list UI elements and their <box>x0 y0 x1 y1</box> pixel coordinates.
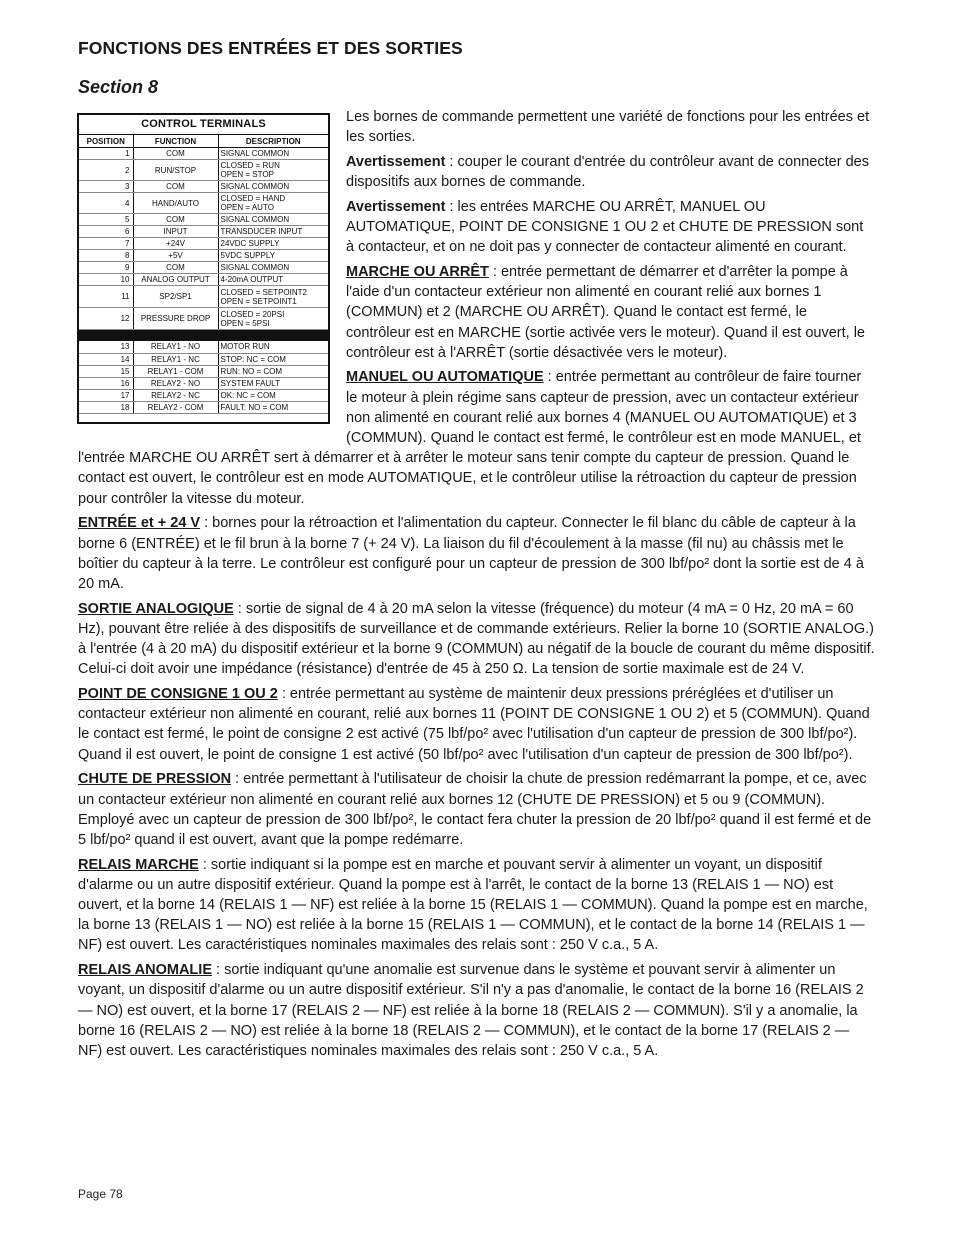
terminal-description: CLOSED = SETPOINT2 OPEN = SETPOINT1 <box>218 286 328 308</box>
terminal-function: INPUT <box>133 226 218 238</box>
terminal-position: 17 <box>79 389 133 401</box>
pressure-drop-text: : entrée permettant à l'utilisateur de choisir la chute de pression redémarrant la pompe, et ce, avec un contacteur extérieur non alimenté en courant relié aux bornes 12 (CHUTE DE PRESSION) et 5 ou 9 (COMMUN). Employé avec un capteur de pression de 300 lbf/po², le contact fera chuter la pression de 20 lbf/po² quand il est fermé et de 5 lbf/po² quand il est ouvert, avant que la pompe redémarre. <box>78 771 872 848</box>
terminal-description: SIGNAL COMMON <box>218 262 328 274</box>
terminal-position: 5 <box>79 214 133 226</box>
terminal-description: CLOSED = HAND OPEN = AUTO <box>218 193 328 214</box>
page-number: Page 78 <box>78 1187 123 1201</box>
terminal-function: RELAY2 - NO <box>133 377 218 389</box>
terminal-position: 2 <box>79 160 133 181</box>
terminal-position: 3 <box>79 181 133 193</box>
terminal-function: RELAY1 - NO <box>133 341 218 353</box>
terminal-position: 11 <box>79 286 133 308</box>
terminal-description: TRANSDUCER INPUT <box>218 226 328 238</box>
terminal-position: 12 <box>79 308 133 330</box>
setpoint-text: : entrée permettant au système de maintenir deux pressions préréglées et d'utiliser un contacteur extérieur non alimenté en courant, relié aux bornes 11 (POINT DE CONSIGNE 1 OU 2) et 5 (COMMUN). Quand le contact est fermé, le point de consigne 2 est activé (75 lbf/po² avec l'utilisation d'un capteur de pression de 300 lbf/po²). Quand il est ouvert, le point de consigne 1 est activé (50 lbf/po² avec l'utilisation d'un capteur de pression de 300 lbf/po²). <box>78 685 870 763</box>
terminal-description: SIGNAL COMMON <box>218 181 328 193</box>
terminal-position: 10 <box>79 274 133 286</box>
terminal-function: RELAY2 - NC <box>133 389 218 401</box>
terminal-description: 4-20mA OUTPUT <box>218 274 328 286</box>
terminal-function: +24V <box>133 238 218 250</box>
page-title: FONCTIONS DES ENTRÉES ET DES SORTIES <box>78 38 463 58</box>
terminal-description: RUN: NO = COM <box>218 365 328 377</box>
warning-label: Avertissement <box>346 198 446 215</box>
terminal-description: SIGNAL COMMON <box>218 148 328 160</box>
terminal-description: STOP: NC = COM <box>218 353 328 365</box>
relay-fault-paragraph <box>78 960 875 1061</box>
terminal-position: 16 <box>79 377 133 389</box>
table-float-spacer <box>78 107 346 437</box>
input-text: : bornes pour la rétroaction et l'alimentation du capteur. Connecter le fil blanc du câble de capteur à la borne 6 (ENTRÉE) et le fil brun à la borne 7 (+ 24 V). La liaison du fil d'écoulement à la masse (fil nu) au châssis met le boîtier du capteur à la terre. Le contrôleur est configuré pour un capteur de pression de 300 lbf/po² dont la sortie est de 4 à 20 mA. <box>78 515 864 592</box>
terminal-function: SP2/SP1 <box>133 286 218 308</box>
analog-output-label: SORTIE ANALOGIQUE <box>78 600 234 617</box>
terminal-function: RELAY1 - NC <box>133 353 218 365</box>
column-header: DESCRIPTION <box>218 135 328 148</box>
terminal-position: 13 <box>79 341 133 353</box>
pressure-drop-paragraph <box>78 769 875 850</box>
input-label: ENTRÉE et + 24 V <box>78 515 201 532</box>
terminal-position: 7 <box>79 238 133 250</box>
table-title: CONTROL TERMINALS <box>79 115 328 135</box>
terminal-description: MOTOR RUN <box>218 341 328 353</box>
run-stop-label: MARCHE OU ARRÊT <box>346 263 489 280</box>
terminal-description: CLOSED = 20PSI OPEN = 5PSI <box>218 308 328 330</box>
terminal-description: CLOSED = RUN OPEN = STOP <box>218 160 328 181</box>
terminal-description: SIGNAL COMMON <box>218 214 328 226</box>
terminal-description: 24VDC SUPPLY <box>218 238 328 250</box>
intro-text: Les bornes de commande permettent une variété de fonctions pour les entrées et les sorties. <box>346 109 870 146</box>
terminal-function: COM <box>133 262 218 274</box>
input-paragraph <box>78 513 875 594</box>
warning-text: : couper le courant d'entrée du contrôleur avant de connecter des dispositifs aux bornes de commande. <box>346 153 869 191</box>
analog-output-text: : sortie de signal de 4 à 20 mA selon la vitesse (fréquence) du moteur (4 mA = 0 Hz, 20 mA = 60 Hz), pouvant être reliée à des dispositifs de surveillance et de commande extérieurs. Relier la borne 10 (SORTIE ANALOG.) à l'entrée (4 à 20 mA) du dispositif extérieur et la borne 9 (COMMUN) au négatif de la boucle de courant du même dispositif. Celui-ci doit avoir une impédance (résistance) d'entrée de 45 à 250 Ω. La tension de sortie maximale est de 24 V. <box>78 600 875 678</box>
terminal-function: HAND/AUTO <box>133 193 218 214</box>
hand-auto-label: MANUEL OU AUTOMATIQUE <box>346 369 544 386</box>
terminal-position: 1 <box>79 148 133 160</box>
terminal-position: 18 <box>79 401 133 413</box>
run-stop-text: : entrée permettant de démarrer et d'arrêter la pompe à l'aide d'un contacteur extérieur non alimenté en courant relié aux bornes 1 (COMMUN) et 2 (MARCHE OU ARRÊT). Quand le contact est fermé, le contrôleur est en MARCHE (sortie activée vers le moteur). Quand il est ouvert, le contrôleur est à l'ARRÊT (sortie désactivée vers le moteur). <box>346 263 865 361</box>
column-header: POSITION <box>79 135 133 148</box>
relay-run-label: RELAIS MARCHE <box>78 856 199 873</box>
terminal-function: +5V <box>133 250 218 262</box>
hand-auto-text: : entrée permettant au contrôleur de faire tourner le moteur à plein régime sans capteur de pression, avec un contacteur extérieur non alimenté en courant relié aux bornes 4 (MANUEL OU AUTOMATIQUE) et 3 (COMMUN). Quand le contact est fermé, le contrôleur est en mode MANUEL, et l'entrée MARCHE OU ARRÊT sert à démarrer et à arrêter le moteur sans tenir compte du capteur de pression. Quand le contact est ouvert, le contrôleur est en mode AUTOMATIQUE, et le contrôleur utilise la rétroaction du capteur de pression pour contrôler la vitesse du moteur. <box>78 369 862 507</box>
relay-run-paragraph <box>78 855 875 956</box>
terminal-function: COM <box>133 148 218 160</box>
terminal-position: 6 <box>79 226 133 238</box>
terminal-position: 9 <box>79 262 133 274</box>
analog-output-paragraph <box>78 599 875 680</box>
terminal-function: PRESSURE DROP <box>133 308 218 330</box>
setpoint-label: POINT DE CONSIGNE 1 OU 2 <box>78 685 278 702</box>
section-title: Section 8 <box>78 77 159 97</box>
body-text <box>78 107 875 1066</box>
setpoint-paragraph <box>78 684 875 765</box>
relay-run-text: : sortie indiquant si la pompe est en marche et pouvant servir à alimenter un voyant, un dispositif d'alarme ou un autre dispositif extérieur. Quand la pompe est à l'arrêt, le contact de la borne 13 (RELAIS 1 — NO) est ouvert, et la borne 14 (RELAIS 1 — NF) est reliée à la borne 15 (RELAIS 1 — COMMUN). Quand la pompe est en marche, la borne 13 (RELAIS 1 — NO) est reliée à la borne 15 (RELAIS 1 — COMMUN), et le contact de la borne 14 (RELAIS 1 — NF) est ouvert. Les caractéristiques nominales maximales des relais sont : 250 V c.a., 5 A. <box>78 856 868 954</box>
terminal-function: RELAY2 - COM <box>133 401 218 413</box>
terminal-function: RELAY1 - COM <box>133 365 218 377</box>
terminal-function: RUN/STOP <box>133 160 218 181</box>
terminal-description: FAULT: NO = COM <box>218 401 328 413</box>
terminal-description: 5VDC SUPPLY <box>218 250 328 262</box>
terminal-description: OK: NC = COM <box>218 389 328 401</box>
terminal-position: 14 <box>79 353 133 365</box>
terminal-function: ANALOG OUTPUT <box>133 274 218 286</box>
relay-fault-text: : sortie indiquant qu'une anomalie est survenue dans le système et pouvant servir à alimenter un voyant, un dispositif d'alarme ou un autre dispositif extérieur. S'il n'y a pas d'anomalie, le contact de la borne 16 (RELAIS 2 — NO) est ouvert, et la borne 17 (RELAIS 2 — NF) est reliée à la borne 18 (RELAIS 2 — COMMUN). S'il y a anomalie, la borne 16 (RELAIS 2 — NO) est reliée à la borne 18 (RELAIS 2 — COMMUN), et le contact de la borne 17 (RELAIS 2 — NF) est ouvert. Les caractéristiques nominales maximales des relais sont : 250 V c.a., 5 A. <box>78 962 864 1059</box>
terminal-function: COM <box>133 214 218 226</box>
relay-fault-label: RELAIS ANOMALIE <box>78 962 212 979</box>
warning-text: : les entrées MARCHE OU ARRÊT, MANUEL OU AUTOMATIQUE, POINT DE CONSIGNE 1 OU 2 et CHUTE DE PRESSION sont à contacteur, et on ne doit pas y connecter de contacteur alimenté en courant. <box>346 198 864 256</box>
terminal-position: 4 <box>79 193 133 214</box>
terminal-description: SYSTEM FAULT <box>218 377 328 389</box>
terminal-function: COM <box>133 181 218 193</box>
terminal-position: 8 <box>79 250 133 262</box>
warning-label: Avertissement <box>346 153 446 170</box>
column-header: FUNCTION <box>133 135 218 148</box>
terminal-position: 15 <box>79 365 133 377</box>
pressure-drop-label: CHUTE DE PRESSION <box>78 771 232 788</box>
